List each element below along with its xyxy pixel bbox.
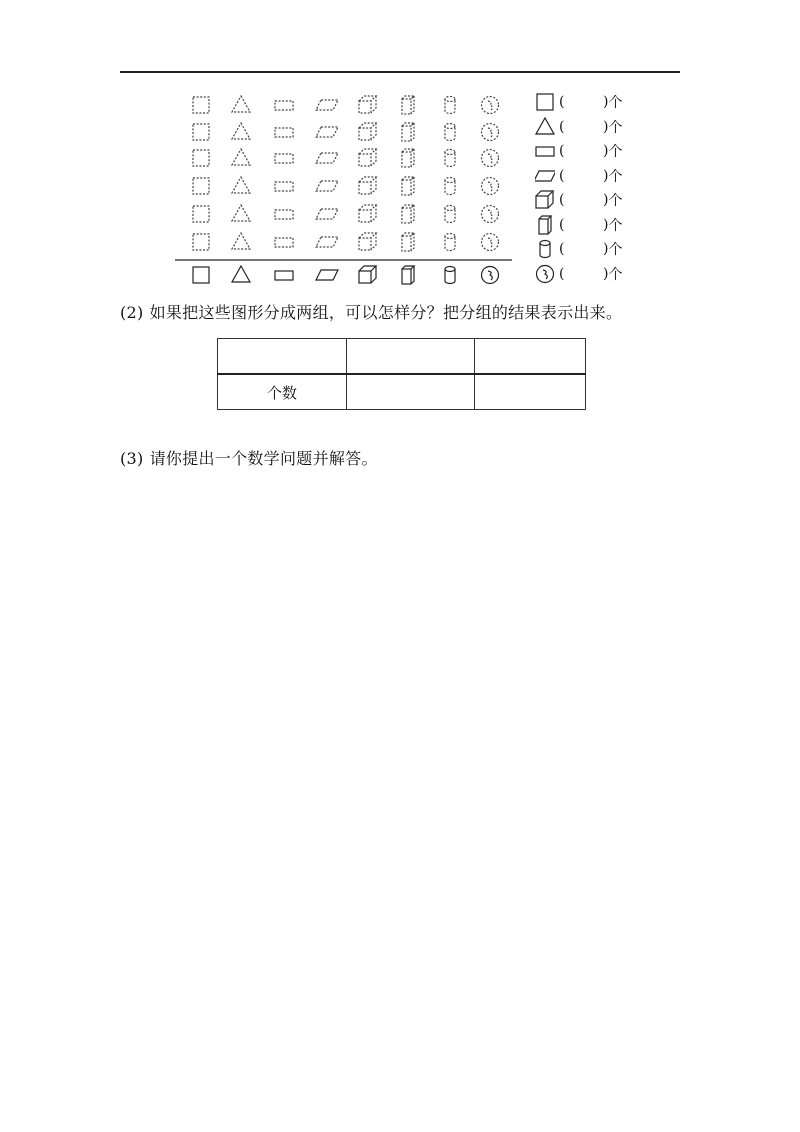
close-paren: )	[603, 167, 609, 184]
count-blank[interactable]: (	[559, 192, 565, 208]
group-table-cell[interactable]	[475, 339, 586, 375]
triangle-placeholder	[232, 205, 250, 221]
question-3-number: (3)	[120, 449, 144, 468]
tally-row-square	[535, 92, 622, 112]
sphere-placeholder	[482, 97, 499, 114]
parallelogram-placeholder	[316, 100, 338, 110]
tally-row-cuboid	[535, 215, 622, 235]
question-3	[120, 446, 378, 469]
cube-placeholder	[359, 123, 376, 140]
count-blank[interactable]: (	[559, 143, 565, 159]
cylinder-placeholder	[445, 124, 455, 141]
sphere-base-mark	[482, 267, 499, 284]
rectangle-placeholder	[275, 154, 293, 163]
unit-label: 个	[608, 144, 623, 160]
count-blank[interactable]: (	[559, 265, 565, 282]
rectangle-placeholder	[275, 101, 293, 110]
close-paren: )	[603, 94, 609, 110]
parallelogram-icon	[535, 166, 555, 186]
unit-label: 个	[608, 119, 623, 136]
square-placeholder	[193, 178, 209, 194]
cylinder-placeholder	[445, 234, 455, 251]
group-table-cell[interactable]	[347, 374, 475, 410]
rectangle-icon	[535, 141, 555, 161]
question-2	[120, 300, 622, 323]
triangle-icon	[535, 117, 555, 137]
group-table-cell[interactable]	[475, 374, 586, 410]
sphere-placeholder	[482, 206, 499, 223]
count-blank[interactable]: (	[559, 94, 565, 110]
triangle-placeholder	[232, 233, 250, 249]
cuboid-placeholder	[402, 233, 414, 251]
unit-label: 个	[608, 168, 623, 185]
parallelogram-placeholder	[316, 181, 338, 191]
parallelogram-placeholder	[316, 237, 338, 247]
close-paren: )	[603, 241, 609, 257]
group-table-count-label: 个数	[218, 374, 347, 410]
sphere-placeholder	[482, 234, 499, 251]
cuboid-base-mark	[402, 266, 414, 284]
square-placeholder	[193, 150, 209, 166]
rectangle-placeholder	[275, 210, 293, 219]
tally-row-cylinder	[535, 239, 622, 259]
tally-row-triangle	[535, 117, 622, 137]
question-3-text: 请你提出一个数学问题并解答。	[149, 449, 378, 468]
cuboid-placeholder	[402, 123, 414, 141]
close-paren: )	[603, 192, 609, 208]
triangle-placeholder	[232, 96, 250, 112]
unit-label: 个	[608, 242, 623, 258]
rectangle-placeholder	[275, 182, 293, 191]
close-paren: )	[603, 216, 609, 233]
parallelogram-placeholder	[316, 209, 338, 219]
rectangle-placeholder	[275, 238, 293, 247]
close-paren: )	[603, 143, 609, 159]
parallelogram-placeholder	[316, 127, 338, 137]
group-table-cell[interactable]	[218, 339, 347, 375]
sphere-placeholder	[482, 124, 499, 141]
unit-label: 个	[608, 193, 623, 209]
close-paren: )	[603, 118, 609, 135]
sphere-placeholder	[482, 150, 499, 167]
cuboid-icon	[535, 215, 555, 235]
cube-placeholder	[359, 233, 376, 250]
sphere-icon	[535, 264, 555, 284]
square-placeholder	[193, 234, 209, 250]
triangle-base-mark	[232, 266, 250, 282]
parallelogram-base-mark	[316, 270, 338, 280]
square-placeholder	[193, 124, 209, 140]
group-table-cell[interactable]	[347, 339, 475, 375]
question-2-text: 如果把这些图形分成两组，可以怎样分？把分组的结果表示出来。	[149, 303, 623, 322]
triangle-placeholder	[232, 149, 250, 165]
square-icon	[535, 92, 555, 112]
parallelogram-placeholder	[316, 153, 338, 163]
cylinder-placeholder	[445, 97, 455, 114]
count-blank[interactable]: (	[559, 216, 565, 233]
triangle-placeholder	[232, 177, 250, 193]
rectangle-base-mark	[275, 271, 293, 280]
cylinder-placeholder	[445, 206, 455, 223]
square-placeholder	[193, 97, 209, 113]
triangle-placeholder	[232, 123, 250, 139]
unit-label: 个	[608, 95, 623, 111]
cuboid-placeholder	[402, 96, 414, 114]
cylinder-placeholder	[445, 178, 455, 195]
rectangle-placeholder	[275, 128, 293, 137]
count-blank[interactable]: (	[559, 118, 565, 135]
cylinder-icon	[535, 239, 555, 259]
count-blank[interactable]: (	[559, 167, 565, 184]
square-base-mark	[193, 267, 209, 283]
cube-base-mark	[359, 266, 376, 283]
cube-placeholder	[359, 96, 376, 113]
cuboid-placeholder	[402, 149, 414, 167]
tally-row-sphere	[535, 264, 622, 284]
unit-label: 个	[608, 266, 623, 283]
cube-icon	[535, 190, 555, 210]
question-2-number: (2)	[120, 303, 144, 322]
cuboid-placeholder	[402, 177, 414, 195]
cube-placeholder	[359, 177, 376, 194]
shape-pictograph	[0, 0, 800, 300]
tally-row-rectangle	[535, 141, 622, 161]
cylinder-base-mark	[445, 267, 455, 284]
group-table	[217, 338, 586, 410]
cube-placeholder	[359, 205, 376, 222]
count-blank[interactable]: (	[559, 241, 565, 257]
close-paren: )	[603, 265, 609, 282]
cylinder-placeholder	[445, 150, 455, 167]
tally-row-cube	[535, 190, 622, 210]
unit-label: 个	[608, 217, 623, 234]
tally-row-parallelogram	[535, 166, 622, 186]
sphere-placeholder	[482, 178, 499, 195]
cube-placeholder	[359, 149, 376, 166]
cuboid-placeholder	[402, 205, 414, 223]
square-placeholder	[193, 206, 209, 222]
